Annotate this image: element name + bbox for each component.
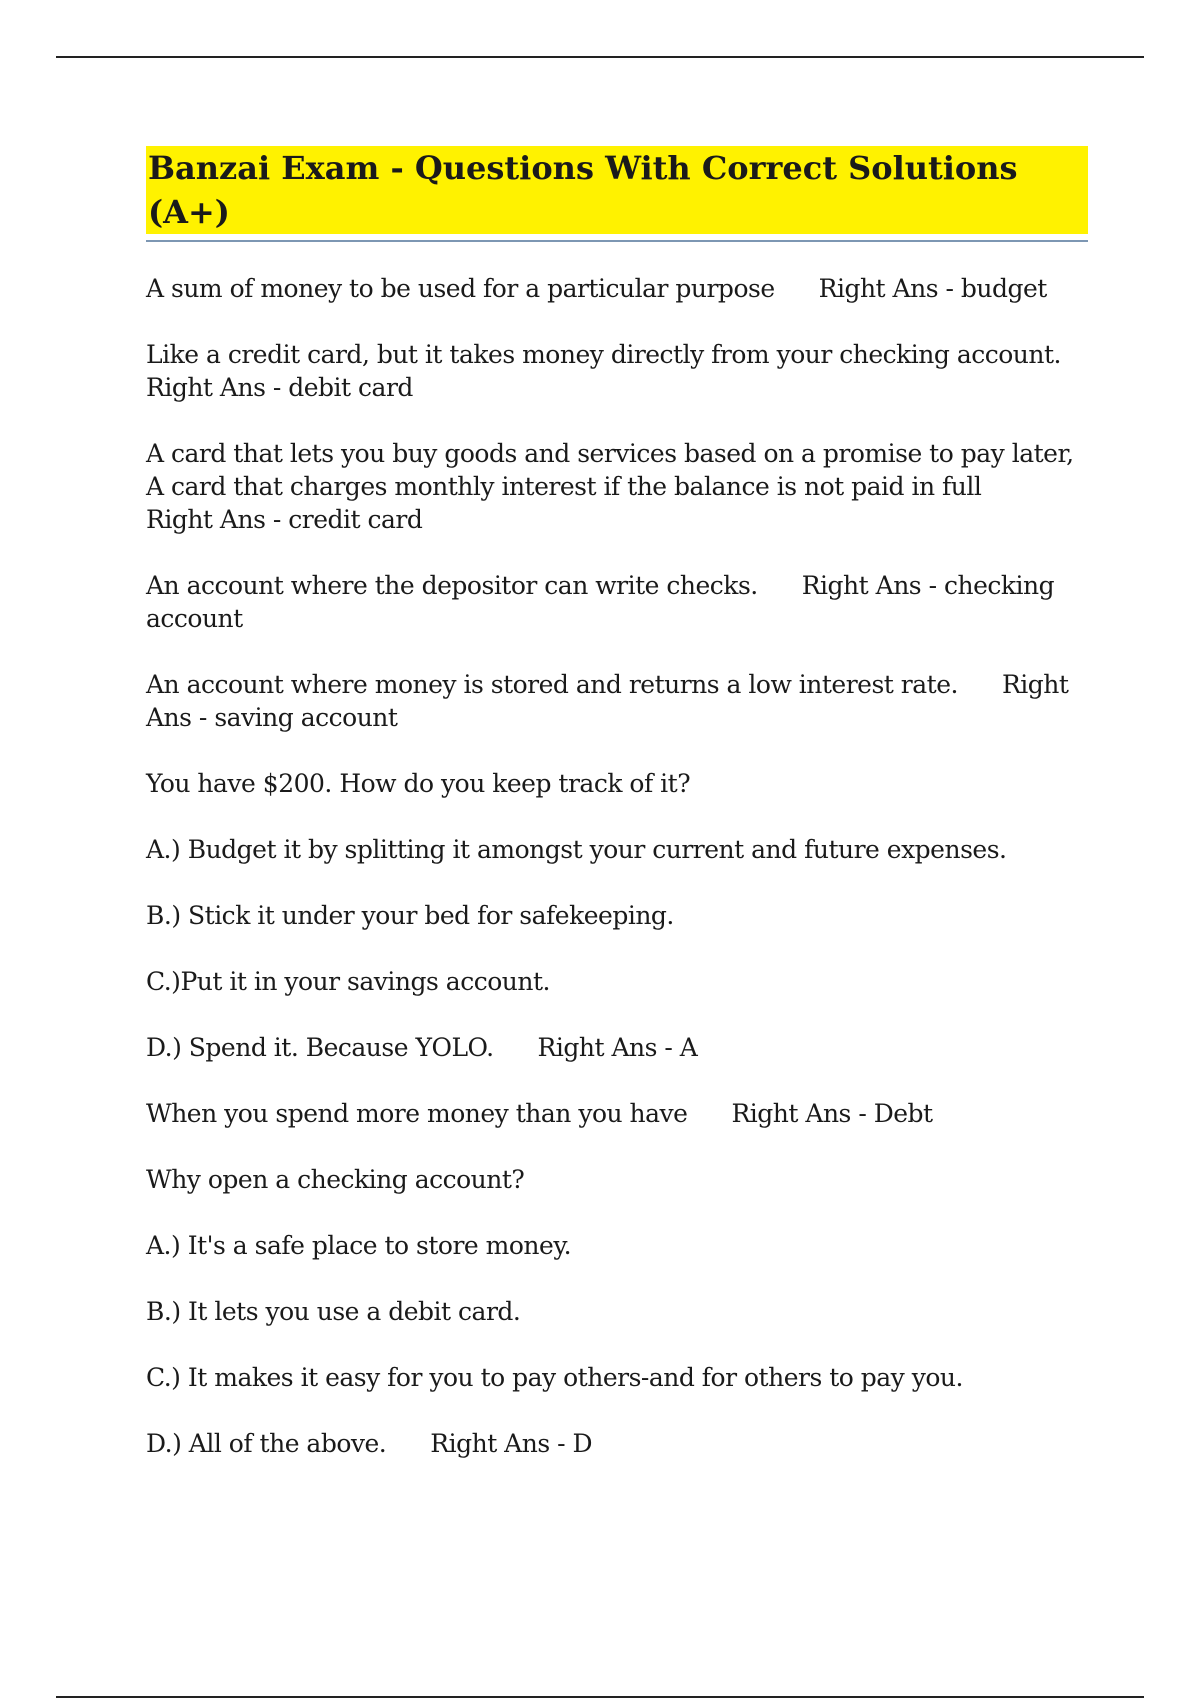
option-text: B.) It lets you use a debit card. [146,1297,521,1326]
qa-list [146,272,1088,1460]
document-title: Banzai Exam - Questions With Correct Solutions (A+) [146,146,1088,234]
option-text: B.) Stick it under your bed for safekeeping. [146,901,674,930]
answer-text: Right Ans - credit card [146,505,423,534]
option-text: A.) It's a safe place to store money. [146,1231,572,1260]
title-block [146,146,1088,242]
question-text: A sum of money to be used for a particular purpose [146,274,775,303]
option-text: C.)Put it in your savings account. [146,967,550,996]
answer-text: Right Ans - Debt [731,1099,933,1128]
qa-option [146,1427,1088,1460]
question-text: You have $200. How do you keep track of it? [146,769,691,798]
qa-option [146,1295,1088,1328]
answer-text: Right Ans - D [430,1429,593,1458]
qa-option [146,833,1088,866]
qa-item [146,767,1088,800]
question-text: An account where the depositor can write checks. [146,571,758,600]
question-text: An account where money is stored and returns a low interest rate. [146,670,958,699]
document-body [146,146,1088,1493]
qa-option [146,965,1088,998]
answer-text: Right Ans - debit card [146,373,413,402]
option-text: A.) Budget it by splitting it amongst your current and future expenses. [146,835,1007,864]
answer-text: Right Ans - A [537,1033,698,1062]
qa-item [146,569,1088,635]
answer-text: Right Ans - checking account [146,571,1062,633]
qa-item [146,338,1088,404]
header-rule [56,56,1144,58]
qa-item [146,668,1088,734]
qa-item [146,437,1088,536]
question-text: Why open a checking account? [146,1165,525,1194]
option-text: C.) It makes it easy for you to pay others-and for others to pay you. [146,1363,963,1392]
qa-item [146,272,1088,305]
qa-item [146,1097,1088,1130]
qa-item [146,1163,1088,1196]
qa-option [146,1031,1088,1064]
option-text: D.) Spend it. Because YOLO. [146,1033,494,1062]
question-text: Like a credit card, but it takes money directly from your checking account. [146,340,1062,369]
footer-rule [56,1696,1144,1698]
answer-text: Right Ans - saving account [146,670,1076,732]
question-text: When you spend more money than you have [146,1099,688,1128]
answer-text: Right Ans - budget [818,274,1047,303]
qa-option [146,1361,1088,1394]
qa-option [146,899,1088,932]
qa-option [146,1229,1088,1262]
option-text: D.) All of the above. [146,1429,387,1458]
question-text: A card that lets you buy goods and services based on a promise to pay later, A card that charges monthly interest if the balance is not paid in full [146,439,1082,501]
